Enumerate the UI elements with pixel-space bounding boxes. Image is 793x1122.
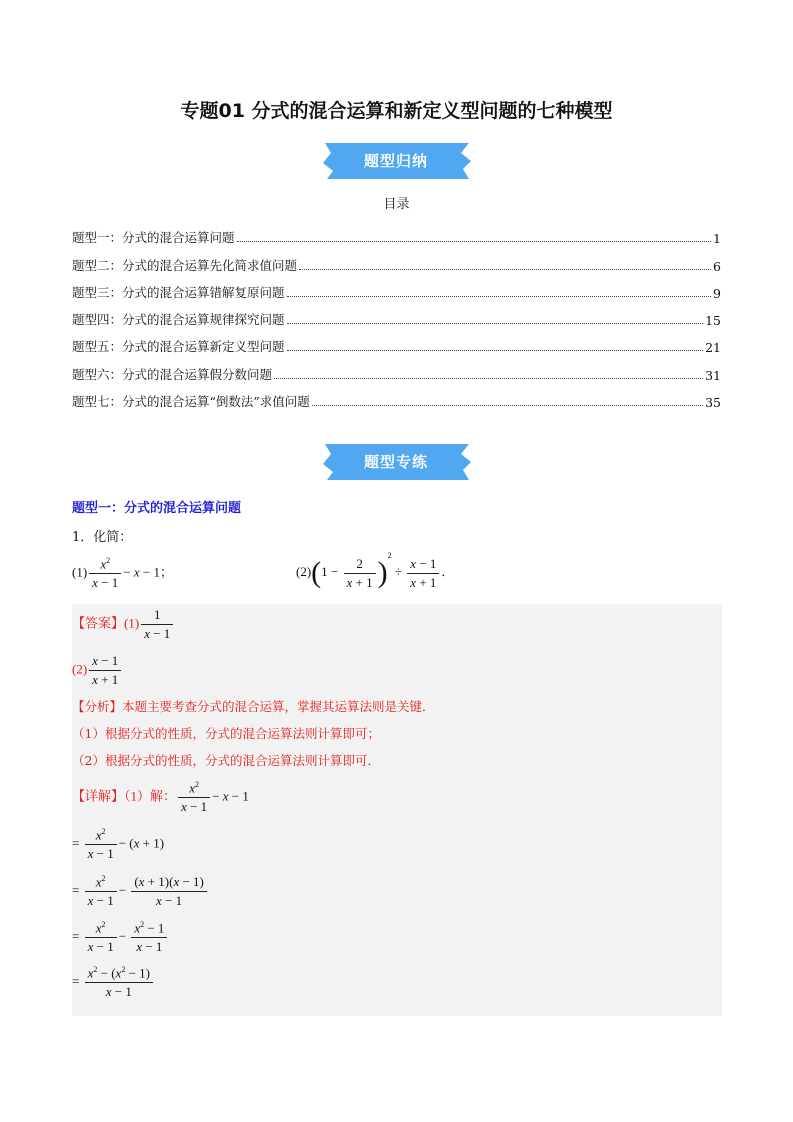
toc-label: 题型七：分式的混合运算“倒数法”求值问题 (72, 394, 310, 410)
answer-line-1 (72, 607, 175, 642)
answer-tag: 【答案】 (72, 616, 125, 632)
toc-row[interactable] (72, 328, 721, 355)
analysis-tag: 【分析】 (72, 699, 123, 714)
section-heading: 题型一：分式的混合运算问题 (72, 501, 242, 516)
fraction: $\frac{1}{x - 1}$ (141, 607, 173, 642)
toc-row[interactable] (72, 301, 721, 328)
toc-label: 题型六：分式的混合运算假分数问题 (72, 366, 273, 382)
toc-row[interactable] (72, 274, 721, 301)
detail-lead: （1）解： (124, 788, 177, 804)
toc-row[interactable] (72, 219, 721, 246)
toc-page: 31 (705, 367, 721, 383)
step-2: = $\frac{x^2}{x - 1}$ − $\frac{(x + 1)(x - 1)}{x - 1}$ (72, 874, 209, 909)
banner-question-types (319, 141, 473, 181)
part-label: (2) (296, 564, 312, 579)
toc-leader (274, 378, 703, 379)
toc-row[interactable] (72, 383, 721, 410)
fraction: $\frac{x^2 - (x^2 - 1)}{x - 1}$ (85, 965, 153, 1000)
fraction: $\frac{x^2}{x - 1}$ (85, 920, 117, 955)
fraction: $\frac{(x + 1)(x - 1)}{x - 1}$ (131, 874, 207, 909)
analysis-line (72, 697, 435, 715)
toc-page: 6 (713, 258, 721, 274)
toc-page: 21 (705, 340, 721, 356)
toc-label: 题型一：分式的混合运算问题 (72, 230, 235, 246)
fraction: $\frac{x^2}{x - 1}$ (178, 780, 210, 815)
toc-heading: 目录 (383, 197, 410, 212)
fraction: $\frac{2}{x + 1}$ (344, 556, 376, 591)
analysis-step-1: （1）根据分式的性质，分式的混合运算法则计算即可； (72, 726, 380, 741)
fraction: $\frac{x^2}{x - 1}$ (85, 874, 117, 909)
toc-row[interactable] (72, 246, 721, 273)
toc-leader (237, 241, 712, 242)
toc-label: 题型三：分式的混合运算错解复原问题 (72, 284, 285, 300)
toc-label: 题型二：分式的混合运算先化简求值问题 (72, 257, 298, 273)
detail-tag: 【详解】 (72, 789, 125, 805)
toc-label: 题型五：分式的混合运算新定义型问题 (72, 339, 285, 355)
toc-leader (312, 405, 703, 406)
document-title: 专题01 分式的混合运算和新定义型问题的七种模型 (180, 100, 613, 122)
banner-label: 题型归纳 (363, 152, 428, 170)
part-punct: ； (160, 564, 174, 580)
toc-page: 1 (713, 231, 721, 247)
analysis-text: 本题主要考查分式的混合运算，掌握其运算法则是关键． (122, 699, 435, 714)
table-of-contents (72, 219, 721, 410)
question-number: 1．化简： (72, 530, 133, 545)
question-part-2: (2)(1 − $\frac{2}{x + 1}$ )$^2$ ÷ $\frac{x - 1}{x + 1}$ ． (296, 551, 455, 590)
toc-label: 题型四：分式的混合运算规律探究问题 (72, 312, 285, 328)
answer-label: (2) (72, 661, 88, 677)
toc-leader (287, 323, 704, 324)
fraction: $\frac{x - 1}{x + 1}$ (407, 556, 439, 591)
answer-line-2 (72, 653, 123, 688)
toc-leader (287, 350, 704, 351)
step-3: = $\frac{x^2}{x - 1}$ − $\frac{x^2 - 1}{x - 1}$ (72, 920, 169, 955)
fraction: $\frac{x^2}{x - 1}$ (89, 556, 121, 591)
fraction: $\frac{x - 1}{x + 1}$ (89, 653, 121, 688)
question-part-1: (1) $\frac{x^2}{x - 1}$ − x − 1； (72, 556, 174, 591)
toc-page: 9 (713, 285, 721, 301)
detail-line: 【详解】（1）解： $\frac{x^2}{x - 1}$ − x − 1 (72, 780, 249, 815)
step-1: = $\frac{x^2}{x - 1}$ − (x + 1) (72, 827, 165, 862)
banner-label: 题型专练 (363, 453, 428, 471)
toc-leader (287, 296, 712, 297)
part-label: (1) (72, 564, 88, 580)
analysis-step-2: （2）根据分式的性质，分式的混合运算法则计算即可． (72, 753, 380, 768)
toc-row[interactable] (72, 355, 721, 382)
fraction: $\frac{x^2}{x - 1}$ (85, 827, 117, 862)
answer-label: (1) (124, 615, 140, 631)
toc-leader (299, 269, 711, 270)
toc-page: 35 (705, 395, 721, 411)
part-punct: ． (441, 564, 455, 579)
banner-practice (319, 442, 473, 482)
step-4: = $\frac{x^2 - (x^2 - 1)}{x - 1}$ (72, 965, 155, 1000)
fraction: $\frac{x^2 - 1}{x - 1}$ (131, 920, 167, 955)
toc-page: 15 (705, 313, 721, 329)
